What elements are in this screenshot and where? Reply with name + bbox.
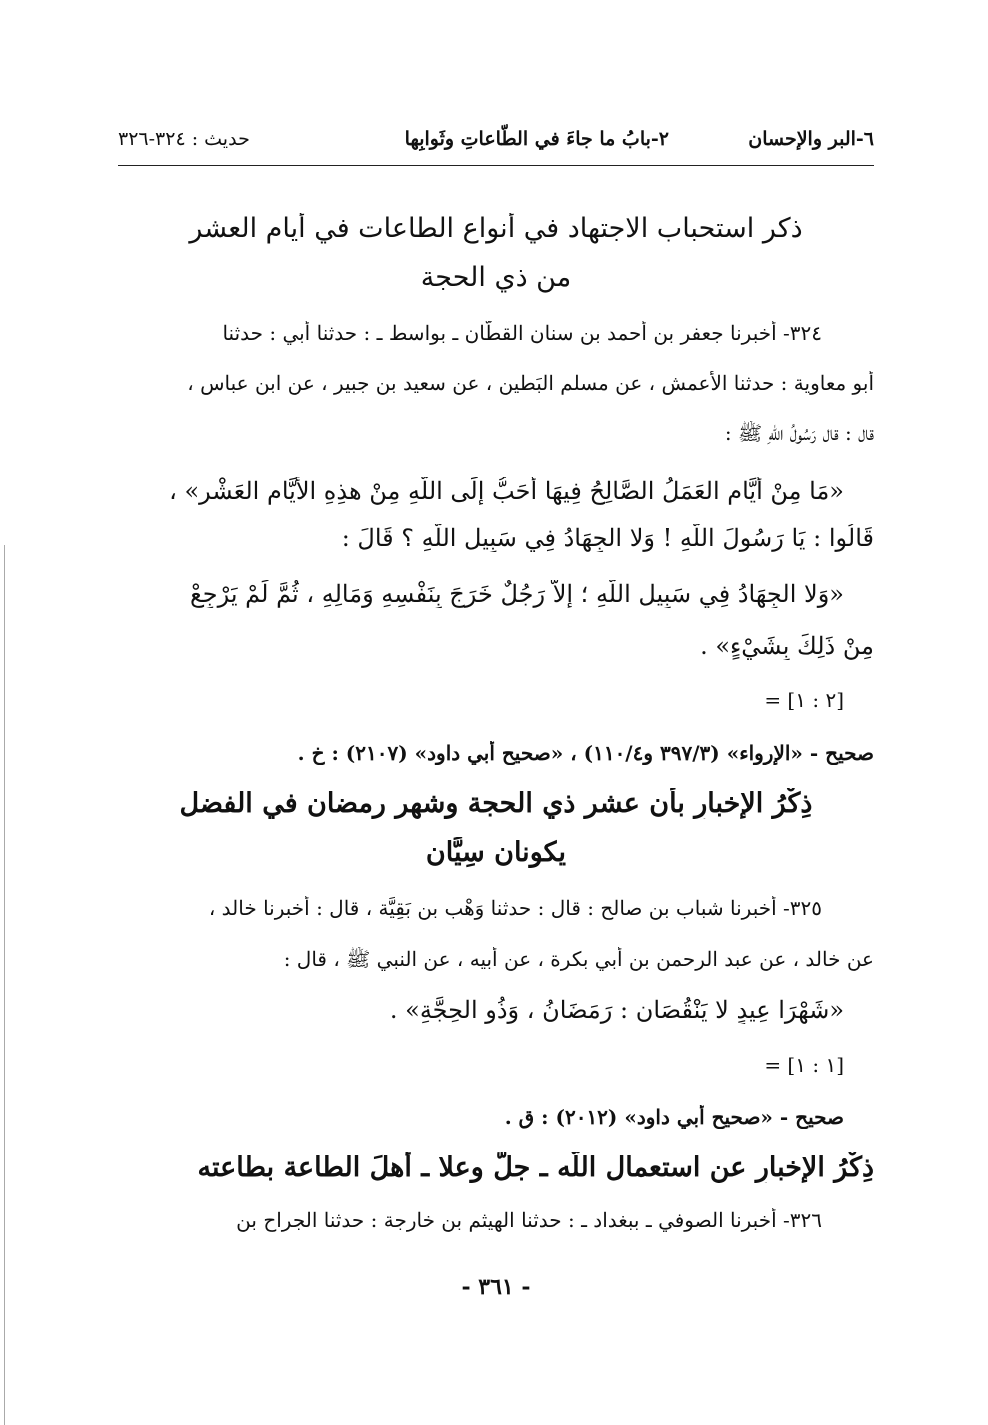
isnad-line: ٣٢٤- أخبرنا جعفر بن أحمد بن سنان القطَّان ـ بواسط ـ : حدثنا أبي : حدثنا [222, 321, 822, 345]
section-title-line: يكونان سِيَّان [425, 837, 567, 868]
cross-reference: [٢ : ١] = [764, 688, 844, 712]
page-number: - ٣٦١ - [461, 1274, 531, 1300]
header-hadith-range: حديث : ٣٢٤-٣٢٦ [118, 128, 250, 150]
isnad-line: ٣٢٦- أخبرنا الصوفي ـ ببغداد ـ : حدثنا الهيثم بن خارجة : حدثنا الجراح بن [236, 1208, 822, 1232]
header-chapter-title: ٢-بابُ ما جاءَ في الطّاعاتِ وثَوابِها [404, 128, 669, 150]
cross-reference: [١ : ١] = [764, 1053, 844, 1077]
matn-line: «شَهْرَا عِيدٍ لا يَنْقُصَانِ : رَمَضَانُ ، وَذُو الحِجَّةِ» . [389, 996, 844, 1024]
matn-line: قَالُوا : يَا رَسُولَ اللّهِ ! وَلا الجِهَادُ فِي سَبِيلِ اللّهِ ؟ قَالَ : [341, 524, 874, 552]
hadith-grading: صحيح - «الإرواء» (٣٩٧/٣ و١١٠/٤) ، «صحيح أبي داود» (٢١٠٧) : خ . [297, 741, 874, 765]
section-title-line: من ذي الحجة [420, 262, 572, 293]
isnad-line: عن خالد ، عن عبد الرحمن بن أبي بكرة ، عن أبيه ، عن النبي ﷺ ، قال : [283, 947, 874, 971]
header-book-title: ٦-البر والإحسان [748, 128, 874, 150]
matn-line: مِنْ ذَلِكَ بِشَيْءٍ» . [700, 632, 874, 660]
section-title-line: ذِكْرُ الإخبارِ بأن عشر ذي الحجة وشهر رمضان في الفضل [179, 788, 813, 819]
isnad-line: ٣٢٥- أخبرنا شباب بن صالح : قال : حدثنا وَهْب بن بَقِيَّة ، قال : أخبرنا خالد ، [208, 896, 822, 920]
scan-edge-line [4, 545, 5, 1425]
hadith-grading: صحيح - «صحيح أبي داود» (٢٠١٢) : ق . [504, 1105, 844, 1129]
matn-line: «وَلا الجِهَادُ فِي سَبِيلِ اللّهِ ؛ إِلاَّ رَجُلٌ خَرَجَ بِنَفْسِهِ وَمَالِهِ ، ثُمَّ لَمْ يَرْجِعْ [190, 580, 844, 608]
header-divider [118, 165, 874, 166]
running-header [118, 128, 874, 158]
matn-line: «مَا مِنْ أَيَّامٍ العَمَلُ الصَّالِحُ فِيهَا أَحَبُّ إِلَى اللّهِ مِنْ هذِهِ الأَيَّامِ العَشْرِ» ، [169, 477, 844, 505]
isnad-line: قال : قال رَسُولُ اللّهِ ﷺ : [724, 421, 874, 445]
section-title-line: ذِكْرُ الإخبارِ عن استعمال اللّه ـ جلَّ وعلا ـ أهلَ الطاعة بطاعته [197, 1152, 874, 1183]
isnad-line: أبو معاوية : حدثنا الأعمش ، عن مسلم البَطين ، عن سعيد بن جبير ، عن ابن عباس ، [187, 371, 874, 395]
section-title-line: ذكر استحباب الاجتهاد في أنواع الطاعات في أيام العشر [189, 213, 803, 244]
